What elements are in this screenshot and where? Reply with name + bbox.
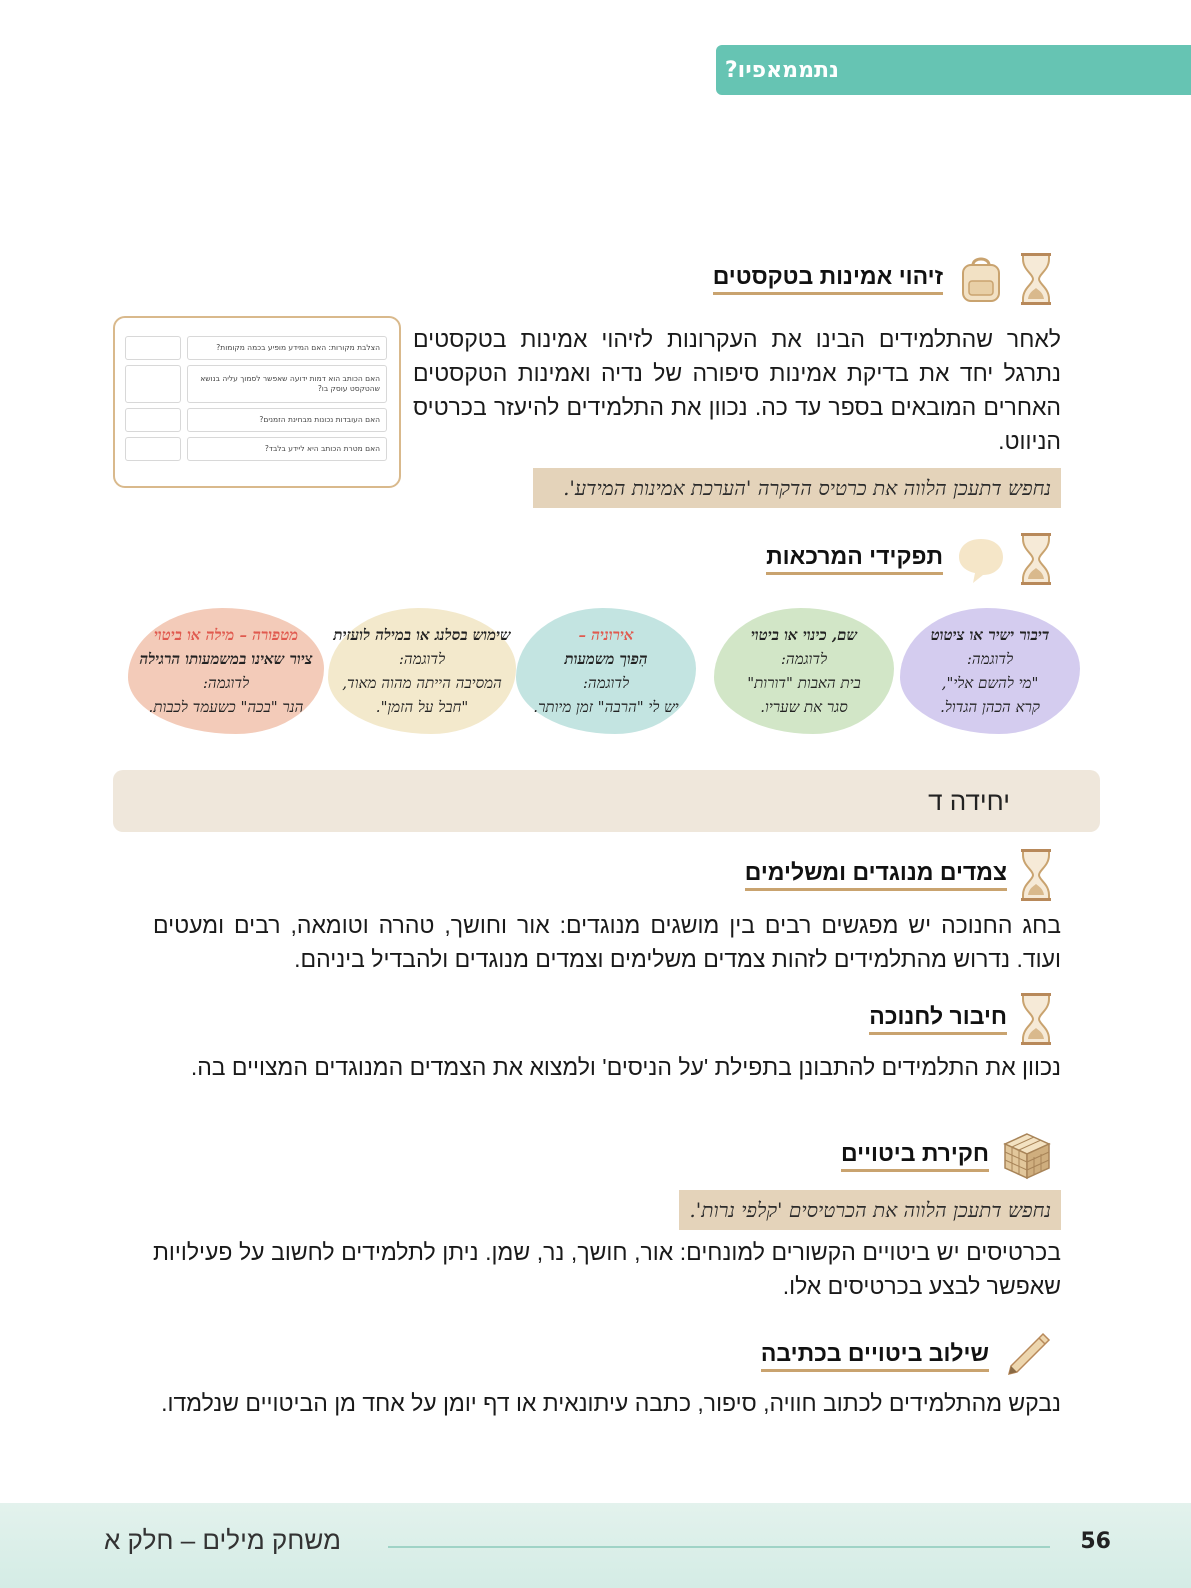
blob-accent: אירוניה – — [578, 626, 634, 644]
section-pairs-body: בחג החנוכה יש מפגשים רבים בין מושגים מנוגדים: אור וחושך, טהרה וטומאה, רבים ומעטים ועוד. נדרוש מהתלמידים לזהות צמדים משלימים וצמדים מנוגדים ולהבדיל ביניהם. — [153, 912, 1061, 972]
blob-example-label: לדוגמה: — [966, 650, 1014, 668]
blob-example-line: המסיבה הייתה מהוה מאוד, — [342, 674, 502, 692]
book-title: משחק מילים – חלק א — [104, 1525, 341, 1555]
checklist-answer-box — [125, 365, 181, 403]
checklist-row — [125, 408, 387, 432]
checklist-question: האם הכותב הוא דמות ידועה שאפשר לסמוך עליה בנושא שהטקסט עוסק בו? — [187, 365, 387, 403]
section-quotes-header — [766, 532, 1053, 586]
checklist-answer-box — [125, 408, 181, 432]
blob-example-line: "מי להשם אלי", — [941, 674, 1039, 692]
hourglass-icon — [1019, 252, 1053, 306]
unit-label: יחידה ד — [928, 785, 1010, 816]
page-footer — [0, 1503, 1191, 1588]
checklist-row — [125, 365, 387, 403]
blob-example-label: לדוגמה: — [582, 674, 630, 692]
blob-title: שם, כינוי או ביטוי — [750, 626, 858, 644]
blob-example-label: לדוגמה: — [780, 650, 828, 668]
checklist-row — [125, 437, 387, 461]
checklist-question: האם מטרת הכותב היא ליידע בלבד? — [187, 437, 387, 461]
checklist-row — [125, 336, 387, 360]
section-expressions-header — [841, 1130, 1053, 1182]
backpack-icon — [955, 253, 1007, 305]
blob-example-label: לדוגמה: — [202, 674, 250, 692]
checklist-answer-box — [125, 336, 181, 360]
hourglass-icon — [1019, 848, 1053, 902]
page-number: 56 — [1080, 1529, 1111, 1554]
quote-blob-metaphor — [128, 608, 324, 734]
section-expressions-title: חקירת ביטויים — [841, 1140, 989, 1172]
blob-title: ציור שאינו במשמעותו הרגילה — [139, 650, 313, 668]
quote-blob-irony — [516, 608, 696, 734]
chapter-tab-label: נתממאפיו? — [724, 57, 839, 83]
blob-title: שימוש בסלנג או במילה לועזית — [333, 626, 511, 644]
blob-example-line: הנר "בכה" כשעמד לכבות. — [148, 698, 304, 716]
section-authenticity-body: לאחר שהתלמידים הבינו את העקרונות לזיהוי אמינות בטקסטים נתרגל יחד את בדיקת אמינות סיפורה של נדיה ואמינות הטקסטים האחרים המובאים בספר עד כה. נכוון את התלמידים להיעזר בכרטיס הניווט. — [413, 326, 1061, 454]
section-authenticity-title: זיהוי אמינות בטקסטים — [713, 263, 943, 295]
section-expressions-body: בכרטיסים יש ביטויים הקשורים למונחים: אור, חושך, נר, שמן. ניתן לתלמידים לחשוב על פעילויות שאפשר לבצע בכרטיסים אלו. — [153, 1239, 1061, 1299]
pencil-icon — [1001, 1330, 1053, 1382]
blob-accent: מטפורה – מילה או ביטוי — [153, 626, 299, 644]
blob-example-line: קרא הכהן הגדול. — [940, 698, 1040, 716]
reliability-checklist-card — [113, 316, 401, 488]
section-connection-title: חיבור לחנוכה — [869, 1003, 1007, 1035]
section-connection-header — [869, 992, 1053, 1046]
section-writing-header — [761, 1330, 1053, 1382]
blob-example-line: סגר את שעריו. — [760, 698, 848, 716]
section-pairs-header — [745, 848, 1053, 902]
hourglass-icon — [1019, 992, 1053, 1046]
blob-example-label: לדוגמה: — [398, 650, 446, 668]
section-quotes-title: תפקידי המרכאות — [766, 543, 943, 575]
section-authenticity-note — [533, 468, 1061, 508]
quote-blob-direct-speech — [900, 608, 1080, 734]
section-expressions-note-text: נחפש דתעכן הלווה את הכרטיסים 'קלפי נרות'. — [689, 1197, 1051, 1222]
footer-divider — [388, 1546, 1050, 1548]
section-writing-body: נבקש מהתלמידים לכתוב חוויה, סיפור, כתבה עיתונאית או דף יומן על אחד מן הביטויים שנלמדו. — [161, 1390, 1061, 1416]
quote-blob-name — [714, 608, 894, 734]
quote-blob-slang — [328, 608, 516, 734]
section-authenticity-note-text: נחפש דתעכן הלווה את כרטיס הדקרה 'הערכת אמינות המידע'. — [563, 475, 1051, 500]
speech-bubble-icon — [955, 533, 1007, 585]
section-pairs-title: צמדים מנוגדים ומשלימים — [745, 859, 1007, 891]
section-expressions-note — [679, 1190, 1061, 1230]
checklist-question: הצלבת מקורות: האם המידע מופיע בכמה מקומות? — [187, 336, 387, 360]
hourglass-icon — [1019, 532, 1053, 586]
checklist-question: האם העובדות נכונות מבחינת הזמנים? — [187, 408, 387, 432]
chapter-tab — [716, 45, 1191, 95]
blob-title: דיבור ישיר או ציטוט — [930, 626, 1050, 644]
blob-example-line: יש לי "הרבה" זמן מיותר. — [533, 698, 679, 716]
section-authenticity-header — [713, 252, 1053, 306]
checklist-answer-box — [125, 437, 181, 461]
section-connection-body: נכוון את התלמידים להתבונן בתפילת 'על הניסים' ולמצוא את הצמדים המנוגדים המצויים בה. — [190, 1054, 1061, 1080]
blob-example-line: "חבל על הזמן". — [375, 698, 469, 716]
blob-example-line: בית האבות "דורות" — [747, 674, 861, 692]
section-writing-title: שילוב ביטויים בכתיבה — [761, 1340, 989, 1372]
cube-icon — [1001, 1130, 1053, 1182]
unit-header — [113, 770, 1100, 832]
blob-title: הִפוך משמעות — [564, 650, 648, 668]
